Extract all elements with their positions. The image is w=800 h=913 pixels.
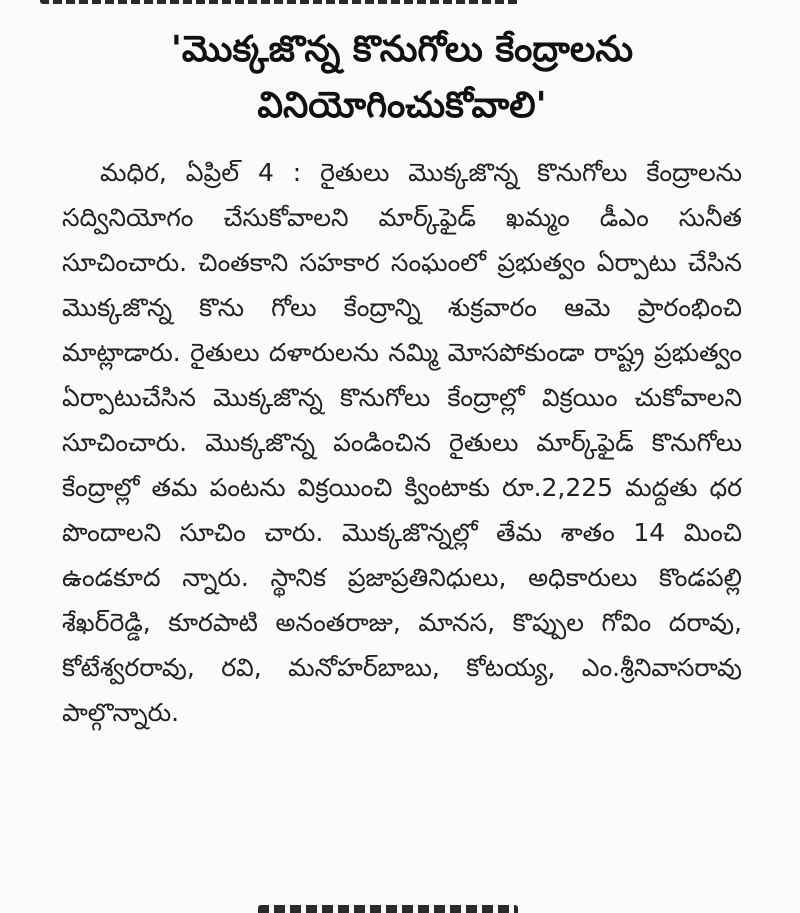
previous-article-fragment xyxy=(40,0,520,6)
news-article xyxy=(62,22,742,735)
next-article-fragment xyxy=(258,903,518,913)
article-body: మధిర, ఏప్రిల్ 4 : రైతులు మొక్కజొన్న కొనుగోలు కేంద్రాలను సద్వినియోగం చేసుకోవాలని మార్క్‌ఫైడ్ ఖమ్మం డీఎం సునీత సూచించారు. చింతకాని సహకార సంఘంలో ప్రభుత్వం ఏర్పాటు చేసిన మొక్కజొన్న కొను గోలు కేంద్రాన్ని శుక్రవారం ఆమె ప్రారంభించి మాట్లాడారు. రైతులు దళారులను నమ్మి మోసపోకుండా రాష్ట్ర ప్రభుత్వం ఏర్పాటుచేసిన మొక్కజొన్న కొనుగోలు కేంద్రాల్లో విక్రయిం చుకోవాలని సూచించారు. మొక్కజొన్న పండించిన రైతులు మార్క్‌ఫైడ్ కొనుగోలు కేంద్రాల్లో తమ పంటను విక్రయించి క్వింటాకు రూ.2,225 మద్దతు ధర పొందాలని సూచిం చారు. మొక్కజొన్నల్లో తేమ శాతం 14 మించి ఉండకూద న్నారు. స్థానిక ప్రజాప్రతినిధులు, అధికారులు కొండపల్లి శేఖర్‌రెడ్డి, కూరపాటి అనంతరాజు, మానస, కొప్పుల గోవిం దరావు, కోటేశ్వరరావు, రవి, మనోహర్‌బాబు, కోటయ్య, ఎం.శ్రీనివాసరావు పాల్గొన్నారు. xyxy=(62,158,742,727)
headline-line-1: 'మొక్కజొన్న కొనుగోలు కేంద్రాలను xyxy=(170,29,634,70)
article-headline xyxy=(62,22,742,134)
headline-line-2: వినియోగించుకోవాలి' xyxy=(257,85,547,126)
